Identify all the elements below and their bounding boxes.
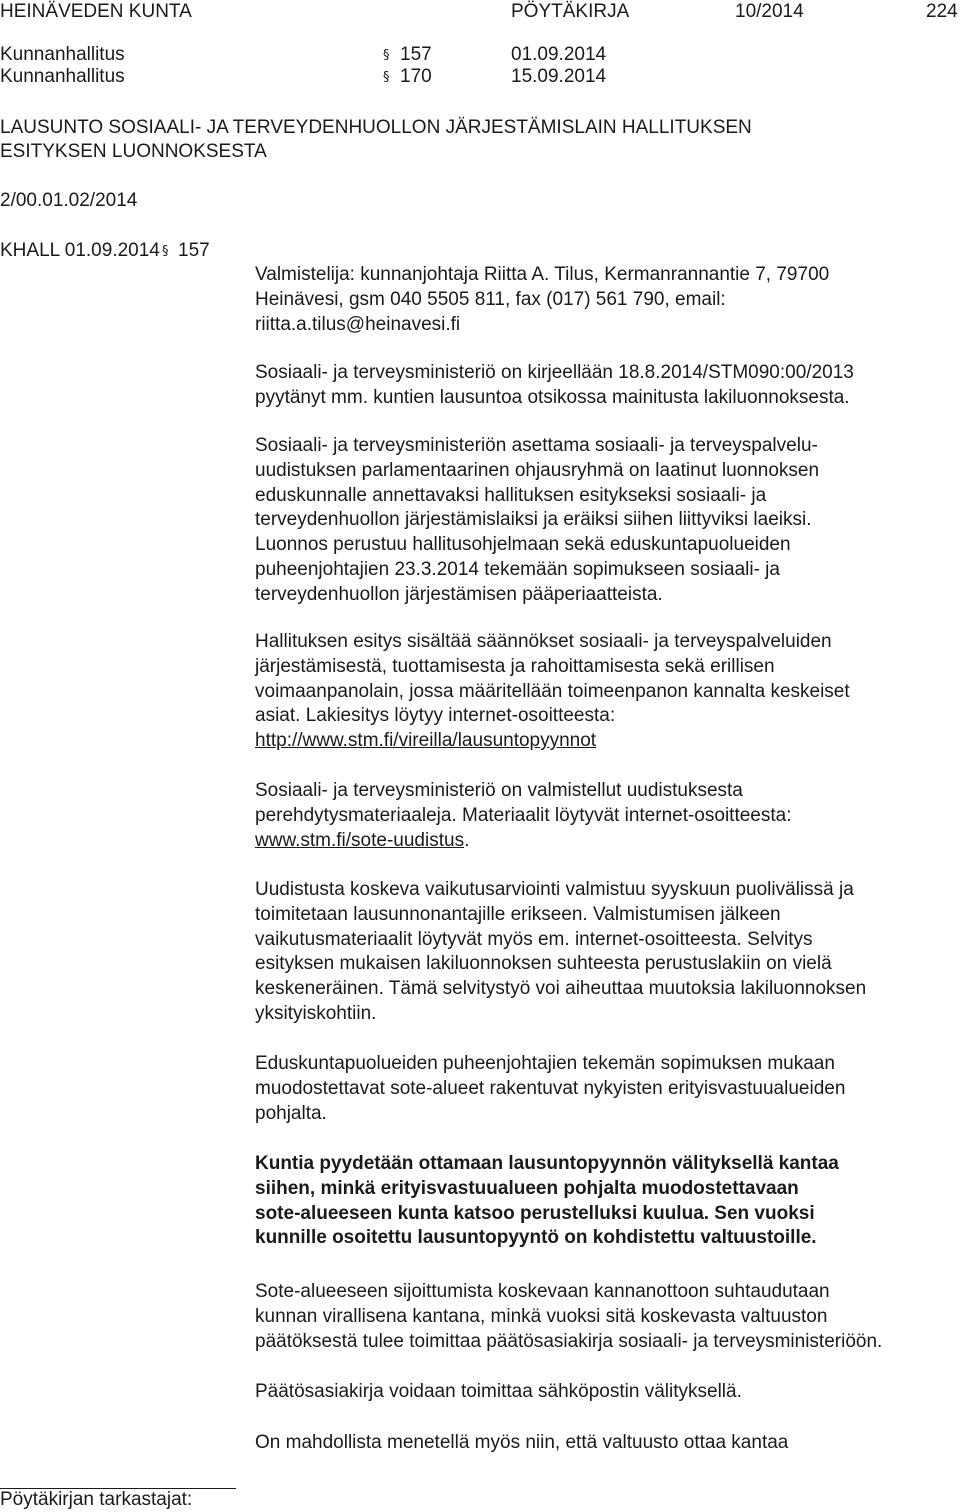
text-line: kunnille osoitettu lausuntopyyntö on kohdistettu valtuustoille. <box>255 1227 817 1249</box>
text-line: terveydenhuollon järjestämislaiksi ja eräiksi siihen liittyviksi laeiksi. <box>255 509 812 531</box>
text-line: On mahdollista menetellä myös niin, että valtuusto ottaa kantaa <box>255 1432 789 1453</box>
document-type: PÖYTÄKIRJA <box>511 1 630 22</box>
section-sign-icon: § <box>383 70 390 85</box>
text-line: pyytänyt mm. kuntien lausuntoa otsikossa mainitusta lakiluonnoksesta. <box>255 386 850 408</box>
meeting-date: 15.09.2014 <box>511 66 607 87</box>
text-line: Kuntia pyydetään ottamaan lausuntopyynnön välityksellä kantaa <box>255 1153 839 1174</box>
preparer-line: Heinävesi, gsm 040 5505 811, fax (017) 561 790, email: <box>255 288 726 310</box>
page-number: 224 <box>926 1 958 22</box>
paragraph-alternative <box>255 1431 955 1456</box>
text-line: sote-alueeseen kunta katsoo perustelluksi kuulua. Sen vuoksi <box>255 1202 815 1224</box>
paragraph-bill-contents <box>255 630 955 754</box>
text-line: Sosiaali- ja terveysministeriö on valmistellut uudistuksesta <box>255 780 743 801</box>
text-line: asiat. Lakiesitys löytyy internet-osoitteesta: <box>255 705 616 727</box>
paragraph-sote-regions <box>255 1052 955 1126</box>
file-code: 2/00.01.02/2014 <box>0 190 138 211</box>
meeting-section: 170 <box>400 66 432 87</box>
section-sign-icon: § <box>383 48 390 63</box>
text-line: perehdytysmateriaaleja. Materiaalit löytyvät internet-osoitteesta: <box>255 804 792 826</box>
khall-section: 157 <box>178 240 210 261</box>
paragraph-request <box>255 361 955 411</box>
document-title-line: LAUSUNTO SOSIAALI- JA TERVEYDENHUOLLON JÄRJESTÄMISLAIN HALLITUKSEN <box>0 117 752 138</box>
section-sign-icon: § <box>162 244 169 259</box>
meeting-body: Kunnanhallitus <box>0 66 125 87</box>
text-line: vaikutusmateriaalit löytyvät myös em. internet-osoitteesta. Selvitys <box>255 928 813 950</box>
text-line: Hallituksen esitys sisältää säännökset sosiaali- ja terveyspalveluiden <box>255 631 832 652</box>
preparer-line: riitta.a.tilus@heinavesi.fi <box>255 313 461 335</box>
stm-lausuntopyynnot-link[interactable]: http://www.stm.fi/vireilla/lausuntopyynnot <box>255 730 597 752</box>
text-line: Uudistusta koskeva vaikutusarviointi valmistuu syyskuun puolivälissä ja <box>255 879 854 900</box>
text-line: yksityiskohtiin. <box>255 1002 377 1024</box>
text-line: pohjalta. <box>255 1102 327 1124</box>
meeting-section: 157 <box>400 44 432 65</box>
paragraph-materials <box>255 779 955 853</box>
stm-sote-uudistus-link[interactable]: www.stm.fi/sote-uudistus <box>255 829 465 851</box>
text-line: järjestämisestä, tuottamisesta ja rahoittamisesta sekä erillisen <box>255 655 775 677</box>
preparer-line: Valmistelija: kunnanjohtaja Riitta A. Tilus, Kermanrannantie 7, 79700 <box>255 264 830 285</box>
text-line: Päätösasiakirja voidaan toimittaa sähköpostin välityksellä. <box>255 1381 742 1402</box>
paragraph-council-decision <box>255 1280 955 1354</box>
text-line: terveydenhuollon järjestämisen pääperiaatteista. <box>255 583 663 605</box>
paragraph-email-delivery <box>255 1380 955 1405</box>
text-line: päätöksestä tulee toimittaa päätösasiakirja sosiaali- ja terveysministeriöön. <box>255 1330 883 1352</box>
text-line: kunnan virallisena kantana, minkä vuoksi sitä koskevasta valtuuston <box>255 1305 828 1327</box>
text-line: keskeneräinen. Tämä selvitystyö voi aiheuttaa muutoksia lakiluonnoksen <box>255 978 867 1000</box>
text-line: esityksen mukaisen lakiluonnoksen suhteesta perustuslakiin on vielä <box>255 953 832 975</box>
text-line: siihen, minkä erityisvastuualueen pohjalta muodostettavaan <box>255 1177 799 1199</box>
text-line: eduskunnalle annettavaksi hallituksen esitykseksi sosiaali- ja <box>255 484 767 506</box>
text-line: puheenjohtajien 23.3.2014 tekemään sopimukseen sosiaali- ja <box>255 558 780 580</box>
link-suffix: . <box>464 829 470 851</box>
text-line: voimaanpanolain, jossa määritellään toimeenpanon kannalta keskeiset <box>255 680 850 702</box>
municipality-name: HEINÄVEDEN KUNTA <box>0 1 192 22</box>
khall-label: KHALL 01.09.2014 <box>0 240 160 261</box>
text-line: Sosiaali- ja terveysministeriö on kirjeellään 18.8.2014/STM090:00/2013 <box>255 362 854 383</box>
meeting-date: 01.09.2014 <box>511 44 607 65</box>
document-title-line: ESITYKSEN LUONNOKSESTA <box>0 141 267 162</box>
paragraph-impact-assessment <box>255 878 955 1027</box>
text-line: muodostettavat sote-alueet rakentuvat nykyisten erityisvastuualueiden <box>255 1077 846 1099</box>
issue-number: 10/2014 <box>735 1 804 22</box>
meeting-body: Kunnanhallitus <box>0 44 125 65</box>
minutes-checkers-label: Pöytäkirjan tarkastajat: <box>0 1489 193 1510</box>
preparer-info <box>255 263 955 337</box>
text-line: Eduskuntapuolueiden puheenjohtajien tekemän sopimuksen mukaan <box>255 1053 835 1074</box>
text-line: Sote-alueeseen sijoittumista koskevaan kannanottoon suhtaudutaan <box>255 1281 830 1302</box>
paragraph-request-bold <box>255 1152 955 1251</box>
paragraph-background <box>255 434 955 608</box>
text-line: toimitetaan lausunnonantajille erikseen. Valmistumisen jälkeen <box>255 903 781 925</box>
text-line: Sosiaali- ja terveysministeriön asettama sosiaali- ja terveyspalvelu- <box>255 435 818 456</box>
text-line: Luonnos perustuu hallitusohjelmaan sekä eduskuntapuolueiden <box>255 534 791 556</box>
text-line: uudistuksen parlamentaarinen ohjausryhmä on laatinut luonnoksen <box>255 459 820 481</box>
